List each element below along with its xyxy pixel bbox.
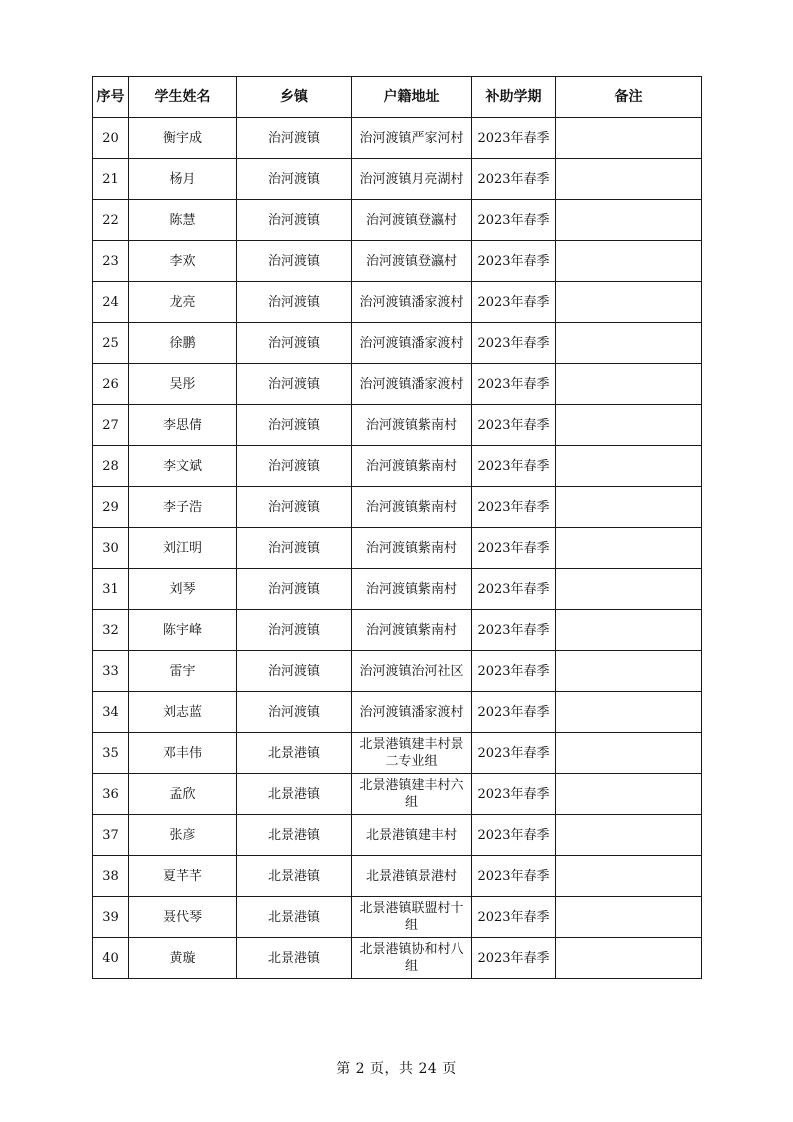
cell-subsidy-term: 2023年春季 xyxy=(472,733,556,774)
table-row xyxy=(93,159,702,200)
cell-remarks xyxy=(556,938,702,979)
cell-household-address: 治河渡镇登瀛村 xyxy=(352,200,472,241)
cell-town: 治河渡镇 xyxy=(237,528,352,569)
cell-no: 25 xyxy=(93,323,129,364)
table-row xyxy=(93,528,702,569)
cell-no: 20 xyxy=(93,118,129,159)
page-number-footer: 第 2 页，共 24 页 xyxy=(336,1061,457,1077)
cell-subsidy-term: 2023年春季 xyxy=(472,405,556,446)
cell-town: 北景港镇 xyxy=(237,733,352,774)
cell-no: 36 xyxy=(93,774,129,815)
cell-student-name: 聂代琴 xyxy=(129,897,237,938)
cell-no: 38 xyxy=(93,856,129,897)
cell-town: 治河渡镇 xyxy=(237,200,352,241)
cell-town: 北景港镇 xyxy=(237,938,352,979)
cell-subsidy-term: 2023年春季 xyxy=(472,118,556,159)
cell-town: 治河渡镇 xyxy=(237,446,352,487)
cell-household-address: 治河渡镇潘家渡村 xyxy=(352,282,472,323)
cell-no: 33 xyxy=(93,651,129,692)
cell-household-address: 北景港镇建丰村六组 xyxy=(352,774,472,815)
cell-remarks xyxy=(556,200,702,241)
table-row xyxy=(93,774,702,815)
cell-student-name: 吴彤 xyxy=(129,364,237,405)
cell-student-name: 黄璇 xyxy=(129,938,237,979)
cell-remarks xyxy=(556,692,702,733)
table-row xyxy=(93,323,702,364)
student-subsidy-table xyxy=(92,76,702,979)
cell-remarks xyxy=(556,897,702,938)
cell-household-address: 治河渡镇紫南村 xyxy=(352,446,472,487)
cell-remarks xyxy=(556,569,702,610)
table-row xyxy=(93,200,702,241)
cell-subsidy-term: 2023年春季 xyxy=(472,610,556,651)
cell-subsidy-term: 2023年春季 xyxy=(472,323,556,364)
table-row xyxy=(93,569,702,610)
cell-household-address: 治河渡镇紫南村 xyxy=(352,528,472,569)
cell-household-address: 治河渡镇治河社区 xyxy=(352,651,472,692)
cell-no: 32 xyxy=(93,610,129,651)
cell-subsidy-term: 2023年春季 xyxy=(472,200,556,241)
cell-remarks xyxy=(556,610,702,651)
cell-household-address: 北景港镇景港村 xyxy=(352,856,472,897)
cell-subsidy-term: 2023年春季 xyxy=(472,528,556,569)
cell-no: 30 xyxy=(93,528,129,569)
cell-no: 24 xyxy=(93,282,129,323)
cell-student-name: 刘江明 xyxy=(129,528,237,569)
table-header-row xyxy=(93,77,702,118)
cell-household-address: 治河渡镇紫南村 xyxy=(352,610,472,651)
table-row xyxy=(93,610,702,651)
cell-no: 31 xyxy=(93,569,129,610)
cell-subsidy-term: 2023年春季 xyxy=(472,364,556,405)
cell-town: 治河渡镇 xyxy=(237,364,352,405)
cell-remarks xyxy=(556,528,702,569)
cell-no: 26 xyxy=(93,364,129,405)
cell-student-name: 夏芊芊 xyxy=(129,856,237,897)
cell-town: 治河渡镇 xyxy=(237,487,352,528)
cell-household-address: 治河渡镇月亮湖村 xyxy=(352,159,472,200)
cell-town: 北景港镇 xyxy=(237,856,352,897)
cell-no: 21 xyxy=(93,159,129,200)
cell-student-name: 刘志蓝 xyxy=(129,692,237,733)
cell-subsidy-term: 2023年春季 xyxy=(472,856,556,897)
table-body xyxy=(93,118,702,979)
cell-household-address: 治河渡镇紫南村 xyxy=(352,487,472,528)
cell-town: 治河渡镇 xyxy=(237,118,352,159)
table-row xyxy=(93,856,702,897)
cell-town: 治河渡镇 xyxy=(237,282,352,323)
cell-student-name: 杨月 xyxy=(129,159,237,200)
cell-no: 28 xyxy=(93,446,129,487)
cell-remarks xyxy=(556,159,702,200)
cell-remarks xyxy=(556,774,702,815)
cell-town: 北景港镇 xyxy=(237,897,352,938)
cell-town: 治河渡镇 xyxy=(237,405,352,446)
cell-student-name: 李欢 xyxy=(129,241,237,282)
cell-student-name: 李文斌 xyxy=(129,446,237,487)
cell-subsidy-term: 2023年春季 xyxy=(472,815,556,856)
cell-student-name: 陈宇峰 xyxy=(129,610,237,651)
header-student-name: 学生姓名 xyxy=(129,77,237,118)
cell-town: 北景港镇 xyxy=(237,815,352,856)
cell-town: 治河渡镇 xyxy=(237,159,352,200)
cell-no: 39 xyxy=(93,897,129,938)
cell-remarks xyxy=(556,487,702,528)
cell-remarks xyxy=(556,446,702,487)
cell-student-name: 衡宇成 xyxy=(129,118,237,159)
cell-household-address: 治河渡镇紫南村 xyxy=(352,405,472,446)
cell-subsidy-term: 2023年春季 xyxy=(472,282,556,323)
cell-household-address: 治河渡镇登瀛村 xyxy=(352,241,472,282)
header-household-address: 户籍地址 xyxy=(352,77,472,118)
cell-town: 治河渡镇 xyxy=(237,323,352,364)
cell-student-name: 龙亮 xyxy=(129,282,237,323)
cell-student-name: 刘琴 xyxy=(129,569,237,610)
table-row xyxy=(93,364,702,405)
cell-no: 23 xyxy=(93,241,129,282)
cell-household-address: 北景港镇建丰村景二专业组 xyxy=(352,733,472,774)
header-remarks: 备注 xyxy=(556,77,702,118)
cell-subsidy-term: 2023年春季 xyxy=(472,651,556,692)
cell-remarks xyxy=(556,364,702,405)
header-subsidy-term: 补助学期 xyxy=(472,77,556,118)
cell-remarks xyxy=(556,241,702,282)
table-row xyxy=(93,118,702,159)
cell-subsidy-term: 2023年春季 xyxy=(472,159,556,200)
cell-town: 北景港镇 xyxy=(237,774,352,815)
cell-household-address: 治河渡镇潘家渡村 xyxy=(352,692,472,733)
cell-household-address: 北景港镇建丰村 xyxy=(352,815,472,856)
table-row xyxy=(93,897,702,938)
cell-no: 29 xyxy=(93,487,129,528)
cell-remarks xyxy=(556,651,702,692)
cell-subsidy-term: 2023年春季 xyxy=(472,487,556,528)
cell-student-name: 徐鹏 xyxy=(129,323,237,364)
cell-no: 37 xyxy=(93,815,129,856)
cell-no: 34 xyxy=(93,692,129,733)
cell-no: 35 xyxy=(93,733,129,774)
cell-no: 22 xyxy=(93,200,129,241)
cell-subsidy-term: 2023年春季 xyxy=(472,692,556,733)
cell-household-address: 北景港镇联盟村十组 xyxy=(352,897,472,938)
cell-household-address: 治河渡镇紫南村 xyxy=(352,569,472,610)
cell-remarks xyxy=(556,815,702,856)
table-row xyxy=(93,815,702,856)
cell-household-address: 北景港镇协和村八组 xyxy=(352,938,472,979)
cell-remarks xyxy=(556,856,702,897)
table-row xyxy=(93,405,702,446)
cell-subsidy-term: 2023年春季 xyxy=(472,569,556,610)
cell-town: 治河渡镇 xyxy=(237,610,352,651)
header-town: 乡镇 xyxy=(237,77,352,118)
cell-subsidy-term: 2023年春季 xyxy=(472,938,556,979)
cell-town: 治河渡镇 xyxy=(237,241,352,282)
cell-student-name: 孟欣 xyxy=(129,774,237,815)
cell-student-name: 陈慧 xyxy=(129,200,237,241)
table-row xyxy=(93,692,702,733)
cell-student-name: 雷宇 xyxy=(129,651,237,692)
cell-town: 治河渡镇 xyxy=(237,569,352,610)
header-no: 序号 xyxy=(93,77,129,118)
cell-household-address: 治河渡镇潘家渡村 xyxy=(352,323,472,364)
table-row xyxy=(93,282,702,323)
cell-remarks xyxy=(556,733,702,774)
cell-no: 27 xyxy=(93,405,129,446)
table-row xyxy=(93,938,702,979)
table-row xyxy=(93,487,702,528)
cell-remarks xyxy=(556,118,702,159)
cell-town: 治河渡镇 xyxy=(237,692,352,733)
table-row xyxy=(93,241,702,282)
cell-household-address: 治河渡镇严家河村 xyxy=(352,118,472,159)
table-row xyxy=(93,651,702,692)
table-row xyxy=(93,733,702,774)
cell-student-name: 邓丰伟 xyxy=(129,733,237,774)
cell-student-name: 李思倩 xyxy=(129,405,237,446)
table-row xyxy=(93,446,702,487)
cell-subsidy-term: 2023年春季 xyxy=(472,774,556,815)
cell-subsidy-term: 2023年春季 xyxy=(472,897,556,938)
cell-subsidy-term: 2023年春季 xyxy=(472,446,556,487)
cell-remarks xyxy=(556,405,702,446)
cell-no: 40 xyxy=(93,938,129,979)
cell-student-name: 李子浩 xyxy=(129,487,237,528)
cell-remarks xyxy=(556,323,702,364)
cell-student-name: 张彦 xyxy=(129,815,237,856)
cell-town: 治河渡镇 xyxy=(237,651,352,692)
cell-remarks xyxy=(556,282,702,323)
cell-household-address: 治河渡镇潘家渡村 xyxy=(352,364,472,405)
cell-subsidy-term: 2023年春季 xyxy=(472,241,556,282)
